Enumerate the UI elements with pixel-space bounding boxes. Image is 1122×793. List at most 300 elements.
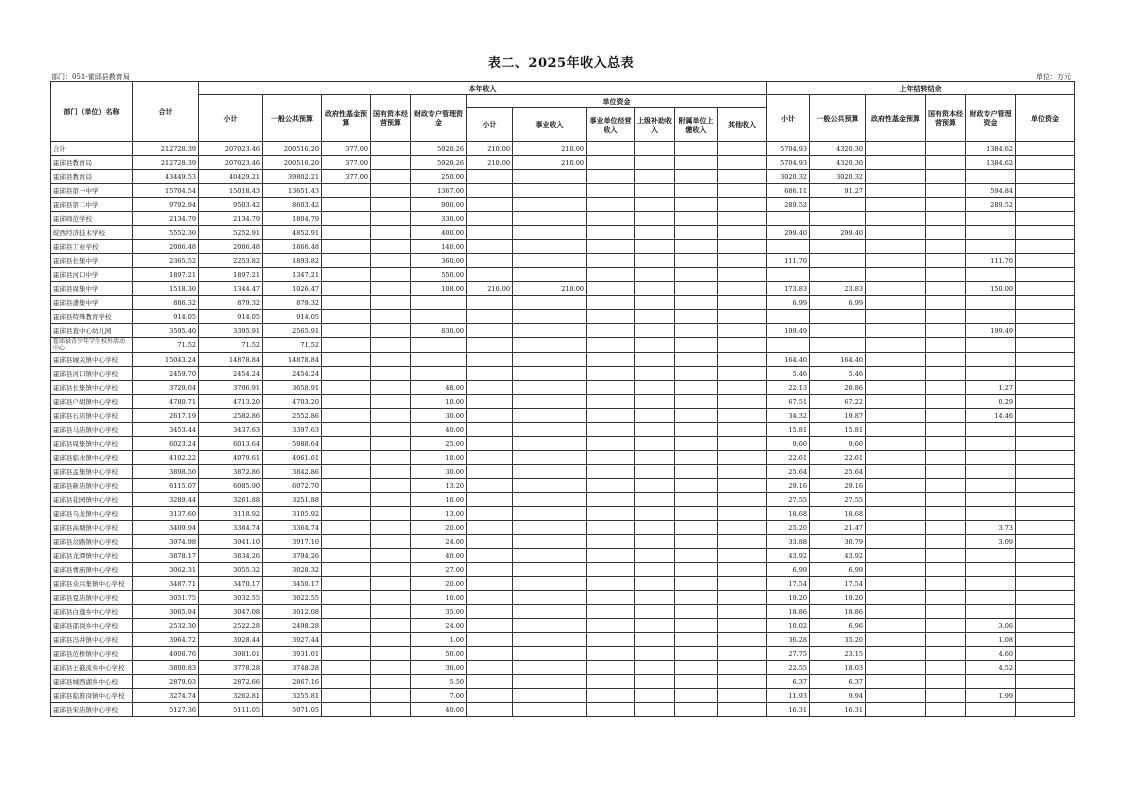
cell-c-fund	[322, 381, 371, 395]
cell-c-gen: 3251.88	[263, 493, 322, 507]
cell-u-oth	[718, 353, 767, 367]
cell-u-subs	[635, 647, 675, 661]
row-name: 霍邱县周集镇中心学校	[51, 437, 133, 451]
table-row	[51, 591, 1075, 605]
header-cy-special: 财政专户管理资金	[411, 95, 467, 142]
cell-u-op	[587, 479, 635, 493]
cell-u-aff	[675, 591, 718, 605]
cell-c-gen: 6072.70	[263, 479, 322, 493]
cell-o-spec: 3.06	[966, 619, 1016, 633]
cell-c-state	[371, 338, 411, 353]
cell-total: 2532.30	[133, 619, 199, 633]
cell-u-aff	[675, 661, 718, 675]
cell-o-fund	[866, 310, 926, 324]
cell-o-spec	[966, 549, 1016, 563]
row-name: 霍邱县孟集镇中心学校	[51, 465, 133, 479]
cell-c-gen: 3917.10	[263, 535, 322, 549]
cell-o-unit	[1016, 521, 1075, 535]
cell-o-spec: 1384.62	[966, 142, 1016, 156]
cell-u-subs	[635, 184, 675, 198]
cell-o-fund	[866, 395, 926, 409]
cell-total: 886.32	[133, 296, 199, 310]
cell-c-fund	[322, 661, 371, 675]
cell-o-unit	[1016, 409, 1075, 423]
cell-o-state	[926, 240, 966, 254]
cell-o-sub	[767, 268, 810, 282]
cell-o-sub: 16.31	[767, 703, 810, 717]
cell-o-sub: 3020.32	[767, 170, 810, 184]
cell-c-sub: 3395.91	[199, 324, 263, 338]
cell-u-aff	[675, 156, 718, 170]
cell-o-unit	[1016, 577, 1075, 591]
row-name: 霍邱县白莲乡中心学校	[51, 605, 133, 619]
cell-u-sub	[467, 353, 513, 367]
cell-total: 2459.70	[133, 367, 199, 381]
row-name: 霍邱县河口中学	[51, 268, 133, 282]
row-name: 霍邱县长集镇中心学校	[51, 381, 133, 395]
cell-u-oth	[718, 633, 767, 647]
cell-o-unit	[1016, 381, 1075, 395]
cell-u-oth	[718, 296, 767, 310]
cell-c-state	[371, 395, 411, 409]
cell-o-sub: 22.61	[767, 451, 810, 465]
cell-u-bus	[513, 437, 587, 451]
cell-o-gen	[810, 240, 866, 254]
cell-c-gen: 3028.32	[263, 563, 322, 577]
cell-u-aff	[675, 493, 718, 507]
cell-o-fund	[866, 605, 926, 619]
table-row	[51, 198, 1075, 212]
row-name: 皖西经济技术学校	[51, 226, 133, 240]
table-row	[51, 689, 1075, 703]
cell-c-sub: 3261.88	[199, 493, 263, 507]
cell-c-spec: 40.00	[411, 703, 467, 717]
cell-u-oth	[718, 282, 767, 296]
cell-o-unit	[1016, 184, 1075, 198]
cell-o-gen: 67.22	[810, 395, 866, 409]
cell-o-gen: 6.99	[810, 563, 866, 577]
cell-u-op	[587, 184, 635, 198]
row-name: 霍邱县邵岗乡中心学校	[51, 619, 133, 633]
cell-u-op	[587, 170, 635, 184]
cell-u-aff	[675, 703, 718, 717]
cell-o-gen: 18.68	[810, 507, 866, 521]
cell-u-oth	[718, 675, 767, 689]
cell-c-state	[371, 633, 411, 647]
cell-c-sub: 3928.44	[199, 633, 263, 647]
cell-o-fund	[866, 381, 926, 395]
cell-u-sub	[467, 521, 513, 535]
cell-u-bus	[513, 353, 587, 367]
cell-o-sub: 34.32	[767, 409, 810, 423]
cell-u-sub	[467, 409, 513, 423]
cell-u-sub	[467, 507, 513, 521]
cell-o-unit	[1016, 619, 1075, 633]
cell-u-op	[587, 437, 635, 451]
cell-c-sub: 2006.48	[199, 240, 263, 254]
cell-u-bus	[513, 310, 587, 324]
cell-o-sub: 22.55	[767, 661, 810, 675]
cell-o-fund	[866, 240, 926, 254]
cell-c-fund	[322, 409, 371, 423]
cell-o-sub	[767, 212, 810, 226]
row-name: 霍邱县石店镇中心学校	[51, 409, 133, 423]
cell-c-state	[371, 381, 411, 395]
cell-o-gen	[810, 324, 866, 338]
cell-u-op	[587, 156, 635, 170]
cell-c-gen: 5988.64	[263, 437, 322, 451]
cell-u-oth	[718, 367, 767, 381]
cell-c-state	[371, 254, 411, 268]
cell-o-fund	[866, 479, 926, 493]
cell-total: 3800.83	[133, 661, 199, 675]
cell-c-fund	[322, 324, 371, 338]
cell-u-oth	[718, 142, 767, 156]
cell-c-sub: 9503.42	[199, 198, 263, 212]
cell-c-fund	[322, 507, 371, 521]
cell-o-spec	[966, 367, 1016, 381]
cell-c-sub: 2454.24	[199, 367, 263, 381]
cell-u-oth	[718, 577, 767, 591]
cell-u-sub	[467, 605, 513, 619]
cell-total: 3487.71	[133, 577, 199, 591]
cell-o-unit	[1016, 507, 1075, 521]
cell-u-aff	[675, 507, 718, 521]
cell-u-oth	[718, 409, 767, 423]
cell-o-fund	[866, 324, 926, 338]
cell-o-state	[926, 184, 966, 198]
cell-u-bus	[513, 647, 587, 661]
cell-c-gen: 3927.44	[263, 633, 322, 647]
cell-c-spec: 30.00	[411, 409, 467, 423]
cell-o-sub: 67.51	[767, 395, 810, 409]
cell-c-gen: 4852.91	[263, 226, 322, 240]
cell-u-oth	[718, 591, 767, 605]
cell-c-state	[371, 240, 411, 254]
table-row	[51, 353, 1075, 367]
cell-o-unit	[1016, 689, 1075, 703]
cell-c-sub: 6085.90	[199, 479, 263, 493]
cell-o-spec: 0.29	[966, 395, 1016, 409]
cell-u-bus	[513, 381, 587, 395]
cell-u-oth	[718, 619, 767, 633]
cell-total: 2879.03	[133, 675, 199, 689]
cell-c-gen: 3105.92	[263, 507, 322, 521]
cell-c-state	[371, 689, 411, 703]
cell-u-bus	[513, 296, 587, 310]
cell-u-bus	[513, 198, 587, 212]
cell-u-oth	[718, 521, 767, 535]
cell-o-unit	[1016, 226, 1075, 240]
cell-c-spec: 5.50	[411, 675, 467, 689]
cell-o-state	[926, 381, 966, 395]
cell-u-subs	[635, 381, 675, 395]
cell-u-op	[587, 661, 635, 675]
table-row	[51, 240, 1075, 254]
cell-u-aff	[675, 254, 718, 268]
cell-u-aff	[675, 409, 718, 423]
cell-total: 2365.52	[133, 254, 199, 268]
cell-u-subs	[635, 507, 675, 521]
cell-o-sub: 27.55	[767, 493, 810, 507]
cell-o-unit	[1016, 254, 1075, 268]
cell-u-sub	[467, 198, 513, 212]
cell-o-spec	[966, 437, 1016, 451]
cell-total: 212728.39	[133, 142, 199, 156]
cell-c-gen: 4703.20	[263, 395, 322, 409]
header-co-state: 国有资本经营预算	[926, 95, 966, 142]
row-name: 霍邱县城关镇中心学校	[51, 353, 133, 367]
cell-u-bus	[513, 507, 587, 521]
cell-c-gen: 3842.86	[263, 465, 322, 479]
cell-c-fund	[322, 675, 371, 689]
cell-c-spec: 40.00	[411, 423, 467, 437]
cell-u-aff	[675, 367, 718, 381]
cell-u-oth	[718, 268, 767, 282]
cell-c-spec	[411, 310, 467, 324]
cell-total: 914.05	[133, 310, 199, 324]
cell-u-subs	[635, 198, 675, 212]
cell-u-oth	[718, 240, 767, 254]
cell-o-gen	[810, 254, 866, 268]
header-carryover: 上年结转结余	[767, 82, 1075, 95]
cell-u-op	[587, 633, 635, 647]
cell-u-aff	[675, 479, 718, 493]
cell-o-unit	[1016, 591, 1075, 605]
cell-u-op	[587, 521, 635, 535]
cell-c-gen: 14878.84	[263, 353, 322, 367]
cell-total: 15704.54	[133, 184, 199, 198]
cell-c-gen: 5071.05	[263, 703, 322, 717]
cell-o-state	[926, 367, 966, 381]
cell-u-subs	[635, 324, 675, 338]
cell-u-sub	[467, 437, 513, 451]
cell-c-spec: 24.00	[411, 535, 467, 549]
cell-u-bus	[513, 563, 587, 577]
cell-u-sub	[467, 535, 513, 549]
cell-u-sub	[467, 647, 513, 661]
cell-u-aff	[675, 353, 718, 367]
cell-u-oth	[718, 647, 767, 661]
cell-o-sub: 6.37	[767, 675, 810, 689]
cell-o-sub: 22.13	[767, 381, 810, 395]
cell-c-gen: 200516.20	[263, 142, 322, 156]
cell-o-sub: 17.54	[767, 577, 810, 591]
table-row	[51, 465, 1075, 479]
cell-u-subs	[635, 437, 675, 451]
cell-u-op	[587, 310, 635, 324]
cell-u-op	[587, 338, 635, 353]
cell-o-unit	[1016, 493, 1075, 507]
cell-total: 2006.48	[133, 240, 199, 254]
cell-u-subs	[635, 465, 675, 479]
cell-u-aff	[675, 465, 718, 479]
cell-u-sub: 210.00	[467, 282, 513, 296]
cell-u-sub	[467, 465, 513, 479]
cell-c-fund	[322, 268, 371, 282]
cell-o-gen: 19.20	[810, 591, 866, 605]
cell-o-fund	[866, 282, 926, 296]
cell-c-fund	[322, 254, 371, 268]
cell-u-aff	[675, 296, 718, 310]
cell-o-state	[926, 479, 966, 493]
cell-u-bus	[513, 409, 587, 423]
cell-u-sub	[467, 591, 513, 605]
cell-u-bus	[513, 521, 587, 535]
cell-u-subs	[635, 226, 675, 240]
cell-o-spec	[966, 577, 1016, 591]
cell-u-subs	[635, 142, 675, 156]
cell-c-spec: 140.00	[411, 240, 467, 254]
cell-c-spec: 5920.26	[411, 156, 467, 170]
cell-total: 3409.94	[133, 521, 199, 535]
cell-o-sub: 10.02	[767, 619, 810, 633]
row-name: 霍邱县周集中学	[51, 282, 133, 296]
cell-u-sub	[467, 268, 513, 282]
cell-o-sub: 199.49	[767, 324, 810, 338]
cell-c-gen: 3450.17	[263, 577, 322, 591]
cell-c-state	[371, 507, 411, 521]
cell-u-sub	[467, 661, 513, 675]
cell-u-aff	[675, 619, 718, 633]
cell-c-state	[371, 226, 411, 240]
row-name: 霍邱县河口镇中心学校	[51, 367, 133, 381]
cell-o-fund	[866, 465, 926, 479]
row-name: 霍邱县高塘镇中心学校	[51, 521, 133, 535]
cell-o-sub: 19.20	[767, 591, 810, 605]
cell-c-fund	[322, 437, 371, 451]
cell-o-state	[926, 437, 966, 451]
cell-c-sub: 914.05	[199, 310, 263, 324]
cell-u-op	[587, 324, 635, 338]
cell-c-state	[371, 591, 411, 605]
cell-o-fund	[866, 619, 926, 633]
table-row	[51, 142, 1075, 156]
cell-c-fund	[322, 563, 371, 577]
cell-o-fund	[866, 437, 926, 451]
cell-u-aff	[675, 338, 718, 353]
cell-u-sub	[467, 212, 513, 226]
cell-u-subs	[635, 633, 675, 647]
table-row	[51, 703, 1075, 717]
cell-o-fund	[866, 577, 926, 591]
cell-u-aff	[675, 521, 718, 535]
cell-u-aff	[675, 268, 718, 282]
cell-u-oth	[718, 535, 767, 549]
cell-o-gen: 164.40	[810, 353, 866, 367]
cell-c-spec	[411, 367, 467, 381]
cell-u-op	[587, 367, 635, 381]
cell-total: 5552.30	[133, 226, 199, 240]
table-row	[51, 451, 1075, 465]
cell-c-gen: 71.52	[263, 338, 322, 353]
cell-c-fund	[322, 633, 371, 647]
cell-o-state	[926, 647, 966, 661]
cell-o-spec	[966, 563, 1016, 577]
cell-u-subs	[635, 493, 675, 507]
cell-o-spec: 3.09	[966, 535, 1016, 549]
cell-u-aff	[675, 451, 718, 465]
cell-u-subs	[635, 451, 675, 465]
cell-u-oth	[718, 661, 767, 675]
cell-o-gen: 18.86	[810, 605, 866, 619]
cell-o-gen: 22.61	[810, 451, 866, 465]
row-name: 霍邱县城西湖乡中心校	[51, 675, 133, 689]
cell-c-spec: 30.00	[411, 661, 467, 675]
cell-total: 43449.53	[133, 170, 199, 184]
cell-o-gen: 91.27	[810, 184, 866, 198]
header-dept: 部门（单位）名称	[51, 82, 133, 142]
header-total: 合计	[133, 82, 199, 142]
cell-c-state	[371, 282, 411, 296]
cell-c-sub: 3470.17	[199, 577, 263, 591]
cell-u-op	[587, 563, 635, 577]
cell-c-spec: 830.00	[411, 324, 467, 338]
cell-o-fund	[866, 521, 926, 535]
cell-c-gen: 1804.79	[263, 212, 322, 226]
cell-c-spec: 1.00	[411, 633, 467, 647]
cell-u-bus	[513, 465, 587, 479]
cell-o-state	[926, 465, 966, 479]
cell-o-gen: 3020.32	[810, 170, 866, 184]
table-row	[51, 619, 1075, 633]
cell-u-bus	[513, 591, 587, 605]
table-row	[51, 170, 1075, 184]
cell-u-oth	[718, 395, 767, 409]
table-row	[51, 521, 1075, 535]
cell-u-subs	[635, 423, 675, 437]
cell-c-state	[371, 296, 411, 310]
cell-u-subs	[635, 409, 675, 423]
cell-o-gen: 299.40	[810, 226, 866, 240]
cell-o-spec: 1.27	[966, 381, 1016, 395]
cell-o-sub: 5.46	[767, 367, 810, 381]
row-name: 霍邱县潘集中学	[51, 296, 133, 310]
row-name: 霍邱县教育局	[51, 170, 133, 184]
cell-c-sub: 3941.10	[199, 535, 263, 549]
cell-u-subs	[635, 535, 675, 549]
cell-u-aff	[675, 240, 718, 254]
cell-total: 3878.17	[133, 549, 199, 563]
cell-u-bus	[513, 367, 587, 381]
cell-c-sub: 3872.86	[199, 465, 263, 479]
cell-o-gen: 15.81	[810, 423, 866, 437]
cell-u-sub	[467, 633, 513, 647]
cell-u-op	[587, 675, 635, 689]
cell-c-sub: 1897.21	[199, 268, 263, 282]
cell-o-sub: 25.20	[767, 521, 810, 535]
cell-o-spec	[966, 479, 1016, 493]
cell-o-state	[926, 507, 966, 521]
cell-c-sub: 3834.26	[199, 549, 263, 563]
cell-o-fund	[866, 268, 926, 282]
cell-o-spec: 111.70	[966, 254, 1016, 268]
cell-u-aff	[675, 212, 718, 226]
cell-total: 3964.72	[133, 633, 199, 647]
cell-o-spec	[966, 296, 1016, 310]
cell-u-bus	[513, 451, 587, 465]
cell-o-spec: 3.73	[966, 521, 1016, 535]
table-row	[51, 563, 1075, 577]
cell-u-aff	[675, 381, 718, 395]
cell-u-oth	[718, 437, 767, 451]
cell-c-spec: 40.00	[411, 549, 467, 563]
cell-c-sub: 2522.28	[199, 619, 263, 633]
cell-u-aff	[675, 437, 718, 451]
cell-o-gen	[810, 198, 866, 212]
row-name: 合计	[51, 142, 133, 156]
row-name: 霍邱县岔路镇中心学校	[51, 535, 133, 549]
